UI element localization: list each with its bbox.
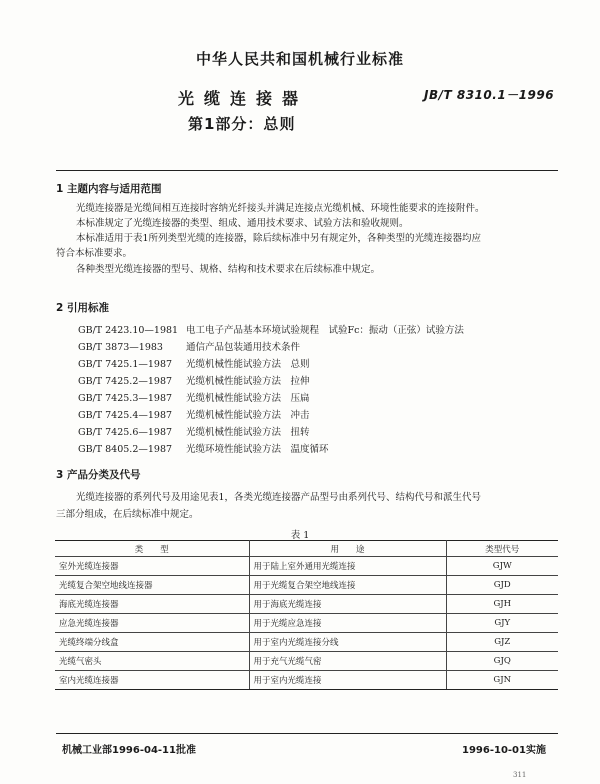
table-header-usage: 用 途 [249,541,446,557]
reference-desc: 光缆机械性能试验方法 冲击 [186,410,310,421]
table-header-type: 类 型 [55,541,249,557]
cell-code: GJZ [446,633,558,652]
reference-item [78,407,310,421]
cell-code: GJW [446,557,558,576]
reference-item [78,441,329,455]
cell-code: GJY [446,614,558,633]
reference-desc: 光缆机械性能试验方法 总则 [186,359,310,370]
connector-type-table [55,540,558,690]
table-row [55,557,558,576]
reference-desc: 通信产品包装通用技术条件 [186,342,301,353]
reference-item [78,390,310,404]
cell-code: GJH [446,595,558,614]
standard-subtitle: 第1部分：总则 [188,115,296,133]
table-row [55,652,558,671]
footer-divider [56,733,558,734]
reference-code: GB/T 2423.10—1981 [78,325,179,336]
standard-title: 光缆连接器 [178,89,309,108]
reference-code: GB/T 7425.6—1987 [78,427,173,438]
reference-item [78,322,464,336]
reference-desc: 光缆机械性能试验方法 拉伸 [186,376,310,387]
cell-usage: 用于海底光缆连接 [249,595,446,614]
table-row [55,576,558,595]
cell-code: GJN [446,671,558,690]
effective-date: 1996-10-01实施 [462,745,546,756]
section-1-heading: 1 主题内容与适用范围 [56,183,162,195]
cell-type: 光缆气密头 [55,652,249,671]
table-header-code: 类型代号 [446,541,558,557]
section-1-paragraph: 光缆连接器是光缆间相互连接时容纳光纤接头并满足连接点光缆机械、环境性能要求的连接附件。 [76,203,485,214]
reference-code: GB/T 7425.4—1987 [78,410,173,421]
reference-item [78,373,310,387]
reference-item [78,339,300,353]
table-row [55,633,558,652]
section-3-heading: 3 产品分类及代号 [56,469,141,481]
standard-organization: 中华人民共和国机械行业标准 [195,50,404,68]
section-3-paragraph: 三部分组成，在后续标准中规定。 [56,509,199,520]
cell-type: 室外光缆连接器 [55,557,249,576]
reference-code: GB/T 7425.2—1987 [78,376,173,387]
approval-date: 机械工业部1996-04-11批准 [62,745,196,756]
reference-desc: 光缆机械性能试验方法 扭转 [186,427,310,438]
header-divider [56,170,558,171]
reference-code: GB/T 8405.2—1987 [78,444,173,455]
cell-code: GJD [446,576,558,595]
table-row [55,595,558,614]
standard-code: JB/T 8310.1－1996 [424,88,555,102]
cell-code: GJQ [446,652,558,671]
section-1-paragraph: 各种类型光缆连接器的型号、规格、结构和技术要求在后续标准中规定。 [76,264,381,275]
reference-desc: 光缆环境性能试验方法 温度循环 [186,444,329,455]
cell-usage: 用于室内光缆连接分线 [249,633,446,652]
table-header-row [55,541,558,557]
cell-usage: 用于充气光缆气密 [249,652,446,671]
reference-desc: 光缆机械性能试验方法 压扁 [186,393,310,404]
cell-usage: 用于光缆复合架空地线连接 [249,576,446,595]
cell-type: 光缆终端分线盒 [55,633,249,652]
section-1-paragraph: 本标准适用于表1所列类型光缆的连接器，除后续标准中另有规定外，各种类型的光缆连接器均应 [76,233,482,244]
reference-desc: 电工电子产品基本环境试验规程 试验Fc：振动（正弦）试验方法 [186,325,464,336]
table-row [55,614,558,633]
cell-usage: 用于陆上室外通用光缆连接 [249,557,446,576]
section-2-heading: 2 引用标准 [56,302,109,314]
section-3-paragraph: 光缆连接器的系列代号及用途见表1，各类光缆连接器产品型号由系列代号、结构代号和派生代号 [76,492,482,503]
table-row [55,671,558,690]
reference-item [78,424,310,438]
cell-usage: 用于室内光缆连接 [249,671,446,690]
reference-code: GB/T 7425.3—1987 [78,393,173,404]
section-1-paragraph: 本标准规定了光缆连接器的类型、组成、通用技术要求、试验方法和验收规则。 [76,218,409,229]
reference-code: GB/T 3873—1983 [78,342,163,353]
cell-type: 光缆复合架空地线连接器 [55,576,249,595]
page-number: 311 [513,771,527,779]
cell-type: 海底光缆连接器 [55,595,249,614]
cell-type: 室内光缆连接器 [55,671,249,690]
table-caption: 表 1 [290,530,310,541]
reference-code: GB/T 7425.1—1987 [78,359,173,370]
cell-type: 应急光缆连接器 [55,614,249,633]
cell-usage: 用于光缆应急连接 [249,614,446,633]
reference-item [78,356,310,370]
section-1-paragraph: 符合本标准要求。 [56,248,133,259]
